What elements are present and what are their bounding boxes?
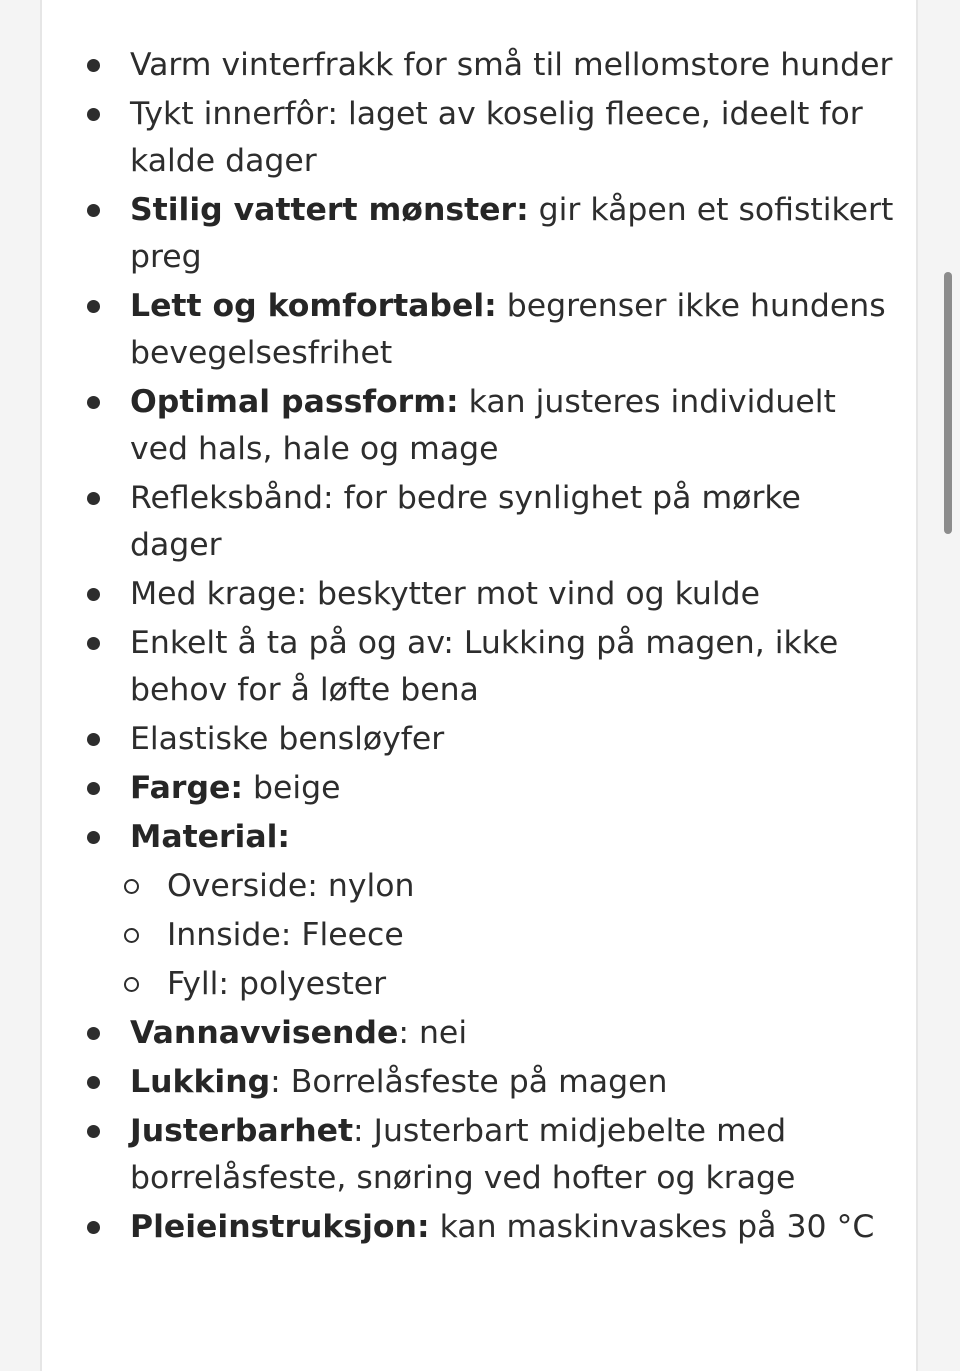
list-item bbox=[42, 475, 920, 569]
list-item bbox=[42, 1010, 920, 1057]
list-item bbox=[42, 716, 920, 763]
material-sublist bbox=[130, 863, 900, 1008]
bullet-icon bbox=[87, 492, 100, 505]
list-item bbox=[42, 283, 920, 377]
item-text: Varm vinterfrakk for små til mellomstore hunder bbox=[130, 47, 893, 83]
circle-bullet-icon bbox=[124, 977, 139, 992]
item-text: gir kåpen et sofistikert preg bbox=[130, 192, 894, 275]
sub-item-text: Innside: Fleece bbox=[167, 917, 404, 953]
item-text: Med krage: beskytter mot vind og kulde bbox=[130, 576, 760, 612]
item-label: Stilig vattert mønster: bbox=[130, 192, 529, 228]
bullet-icon bbox=[87, 733, 100, 746]
circle-bullet-icon bbox=[124, 879, 139, 894]
bullet-icon bbox=[87, 1076, 100, 1089]
sub-list-item bbox=[130, 961, 900, 1008]
item-label: Lett og komfortabel: bbox=[130, 288, 497, 324]
list-item bbox=[42, 91, 920, 185]
item-label: Optimal passform: bbox=[130, 384, 459, 420]
sub-list-item bbox=[130, 863, 900, 910]
list-item bbox=[42, 187, 920, 281]
item-text: : nei bbox=[398, 1015, 468, 1051]
item-text: : Borrelåsfeste på magen bbox=[270, 1064, 668, 1100]
list-item bbox=[42, 1108, 920, 1202]
product-description-card bbox=[40, 0, 918, 1371]
item-label: Material: bbox=[130, 819, 291, 855]
bullet-icon bbox=[87, 831, 100, 844]
list-item bbox=[42, 42, 920, 89]
list-item bbox=[42, 571, 920, 618]
list-item-material bbox=[42, 814, 920, 1008]
list-item bbox=[42, 1204, 920, 1251]
bullet-icon bbox=[87, 59, 100, 72]
item-label: Justerbarhet bbox=[130, 1113, 354, 1149]
feature-list bbox=[42, 42, 920, 1253]
bullet-icon bbox=[87, 396, 100, 409]
item-text: Elastiske bensløyfer bbox=[130, 721, 445, 757]
list-item bbox=[42, 765, 920, 812]
item-text: Enkelt å ta på og av: Lukking på magen, ikke behov for å løfte bena bbox=[130, 625, 839, 708]
item-label: Vannavvisende bbox=[130, 1015, 399, 1051]
item-label: Farge: bbox=[130, 770, 243, 806]
bullet-icon bbox=[87, 637, 100, 650]
list-item bbox=[42, 379, 920, 473]
bullet-icon bbox=[87, 1125, 100, 1138]
bullet-icon bbox=[87, 300, 100, 313]
item-text: Tykt innerfôr: laget av koselig fleece, ideelt for kalde dager bbox=[130, 96, 863, 179]
bullet-icon bbox=[87, 1221, 100, 1234]
bullet-icon bbox=[87, 588, 100, 601]
item-text: kan maskinvaskes på 30 °C bbox=[429, 1209, 875, 1245]
item-text: Refleksbånd: for bedre synlighet på mørke dager bbox=[130, 480, 801, 563]
sub-list-item bbox=[130, 912, 900, 959]
sub-item-text: Overside: nylon bbox=[167, 868, 415, 904]
bullet-icon bbox=[87, 782, 100, 795]
circle-bullet-icon bbox=[124, 928, 139, 943]
bullet-icon bbox=[87, 204, 100, 217]
list-item bbox=[42, 1059, 920, 1106]
sub-item-text: Fyll: polyester bbox=[167, 966, 387, 1002]
bullet-icon bbox=[87, 108, 100, 121]
item-label: Lukking bbox=[130, 1064, 271, 1100]
item-text: : Justerbart midjebelte med borrelåsfeste, snøring ved hofter og krage bbox=[130, 1113, 796, 1196]
scrollbar-thumb[interactable] bbox=[944, 272, 952, 534]
item-text: begrenser ikke hundens bevegelsesfrihet bbox=[130, 288, 886, 371]
bullet-icon bbox=[87, 1027, 100, 1040]
item-label: Pleieinstruksjon: bbox=[130, 1209, 430, 1245]
item-text: kan justeres individuelt ved hals, hale og mage bbox=[130, 384, 836, 467]
item-text: beige bbox=[242, 770, 341, 806]
list-item bbox=[42, 620, 920, 714]
